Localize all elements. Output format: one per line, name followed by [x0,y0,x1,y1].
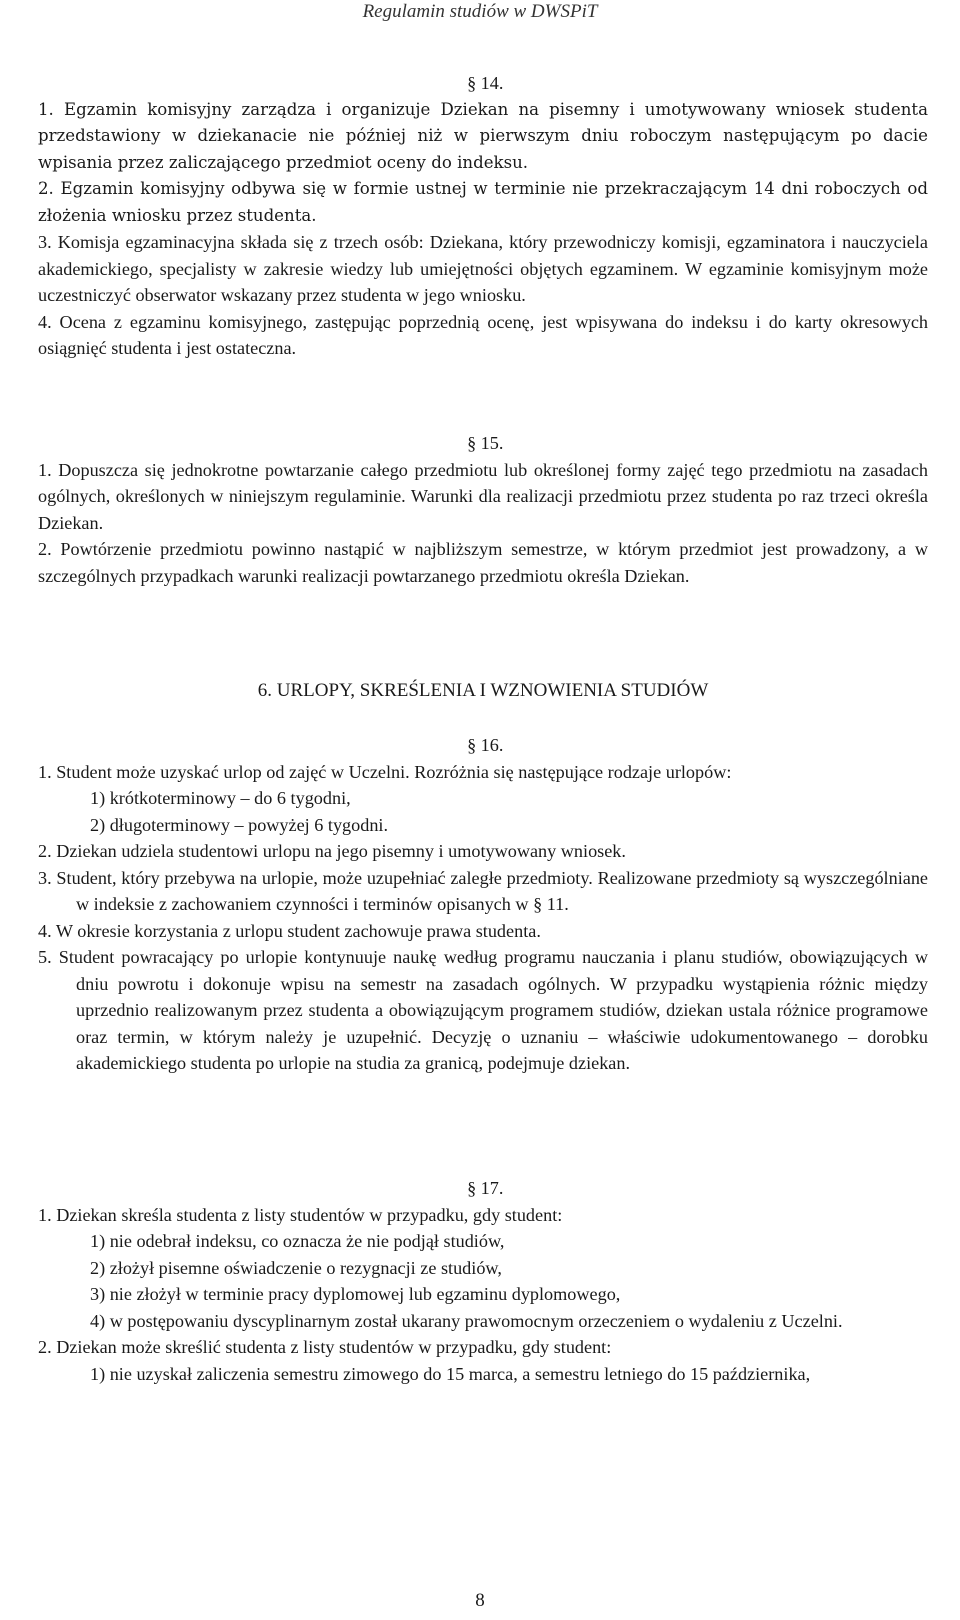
list-item: 2. Dziekan udziela studentowi urlopu na jego pisemny i umotywowany wniosek. [38,841,626,861]
paragraph-sign-icon: § [467,1178,477,1198]
list-subitem: 1) krótkoterminowy – do 6 tygodni, [90,788,351,808]
list-subitem: 2) długoterminowy – powyżej 6 tygodni. [90,814,389,835]
paragraph: 1. Egzamin komisyjny zarządza i organizuje Dziekan na pisemny i umotywowany wniosek studenta przedstawiony w dziekanacie nie później niż w pierwszym dniu roboczym następującym po dacie wpisania przez zaliczającego przedmiot oceny do indeksu. [38,99,928,172]
section-title: § 17. [38,1175,928,1202]
paragraph: 2. Egzamin komisyjny odbywa się w formie ustnej w terminie nie przekraczającym 14 dni roboczych od złożenia wniosku przez studenta. [38,179,928,225]
list-item: 1. Dziekan skreśla studenta z listy studentów w przypadku, gdy student: [38,1204,563,1225]
list-subitem: 2) złożył pisemne oświadczenie o rezygnacji ze studiów, [90,1257,502,1278]
list-item: 4. W okresie korzystania z urlopu student zachowuje prawa studenta. [38,920,541,941]
paragraph-sign-icon: § [467,73,477,93]
list-item: 5. Student powracający po urlopie kontynuuje naukę według programu nauczania i planu studiów, obowiązujących w dniu powrotu i dokonuje wpisu na semestr na zasadach ogólnych. W przypadku wystąpienia różnic między uprzednio realizowanym przez studenta a obowiązującym programem studiów, dziekan ustala różnice programowe oraz termin, w którym należy je uzupełnić. Decyzję o uznaniu – właściwie udokumentowanego – dorobku akademickiego studenta po urlopie na studia za granicą, podejmuje dziekan. [38,947,928,1073]
section-title: § 16. [38,732,928,759]
section-17 [38,1175,928,1387]
list-item: 2. Dziekan może skreślić studenta z listy studentów w przypadku, gdy student: [38,1337,612,1357]
list-item: 1. Student może uzyskać urlop od zajęć w Uczelni. Rozróżnia się następujące rodzaje urlopów: [38,761,732,782]
section-16 [38,732,928,1077]
section-15 [38,430,928,589]
list-subitem: 1) nie uzyskał zaliczenia semestru zimowego do 15 marca, a semestru letniego do 15 października, [90,1363,811,1384]
list-subitem: 1) nie odebrał indeksu, co oznacza że nie podjął studiów, [90,1231,505,1251]
paragraph: 3. Komisja egzaminacyjna składa się z trzech osób: Dziekana, który przewodniczy komisji, egzaminatora i nauczyciela akademickiego, specjalisty w zakresie wiedzy lub umiejętności objętych egzaminem. W egzaminie komisyjnym może uczestniczyć obserwator wskazany przez studenta w jego wniosku. [38,232,928,305]
section-title: § 15. [38,430,928,457]
section-title: § 14. [38,70,928,97]
paragraph: 1. Dopuszcza się jednokrotne powtarzanie całego przedmiotu lub określonej formy zajęć tego przedmiotu na zasadach ogólnych, określonych w niniejszym regulaminie. Warunki dla realizacji przedmiotu przez studenta po raz trzeci określa Dziekan. [38,459,928,533]
paragraph: 4. Ocena z egzaminu komisyjnego, zastępując poprzednią ocenę, jest wpisywana do indeksu i do karty okresowych osiągnięć studenta i jest ostateczna. [38,311,928,358]
section-14 [38,70,928,362]
list-subitem: 4) w postępowaniu dyscyplinarnym został ukarany prawomocnym orzeczeniem o wydaleniu z Uczelni. [90,1310,843,1331]
running-header: Regulamin studiów w DWSPiT [362,1,598,22]
list-subitem: 3) nie złożył w terminie pracy dyplomowej lub egzaminu dyplomowego, [90,1284,621,1304]
paragraph-sign-icon: § [533,894,543,914]
paragraph: 2. Powtórzenie przedmiotu powinno nastąpić w najbliższym semestrze, w którym przedmiot jest prowadzony, a w szczególnych przypadkach warunki realizacji powtarzanego przedmiotu określa Dziekan. [38,539,928,586]
paragraph-sign-icon: § [467,433,477,453]
chapter-title: 6. URLOPY, SKREŚLENIA I WZNOWIENIA STUDIÓW [257,680,709,701]
page-number: 8 [475,1590,485,1611]
paragraph-sign-icon: § [467,735,477,755]
list-item: 3. Student, który przebywa na urlopie, może uzupełniać zaległe przedmioty. Realizowane przedmioty są wyszczególniane w indeksie z zachowaniem czynności i terminów opisanych w § 11. [38,867,928,914]
